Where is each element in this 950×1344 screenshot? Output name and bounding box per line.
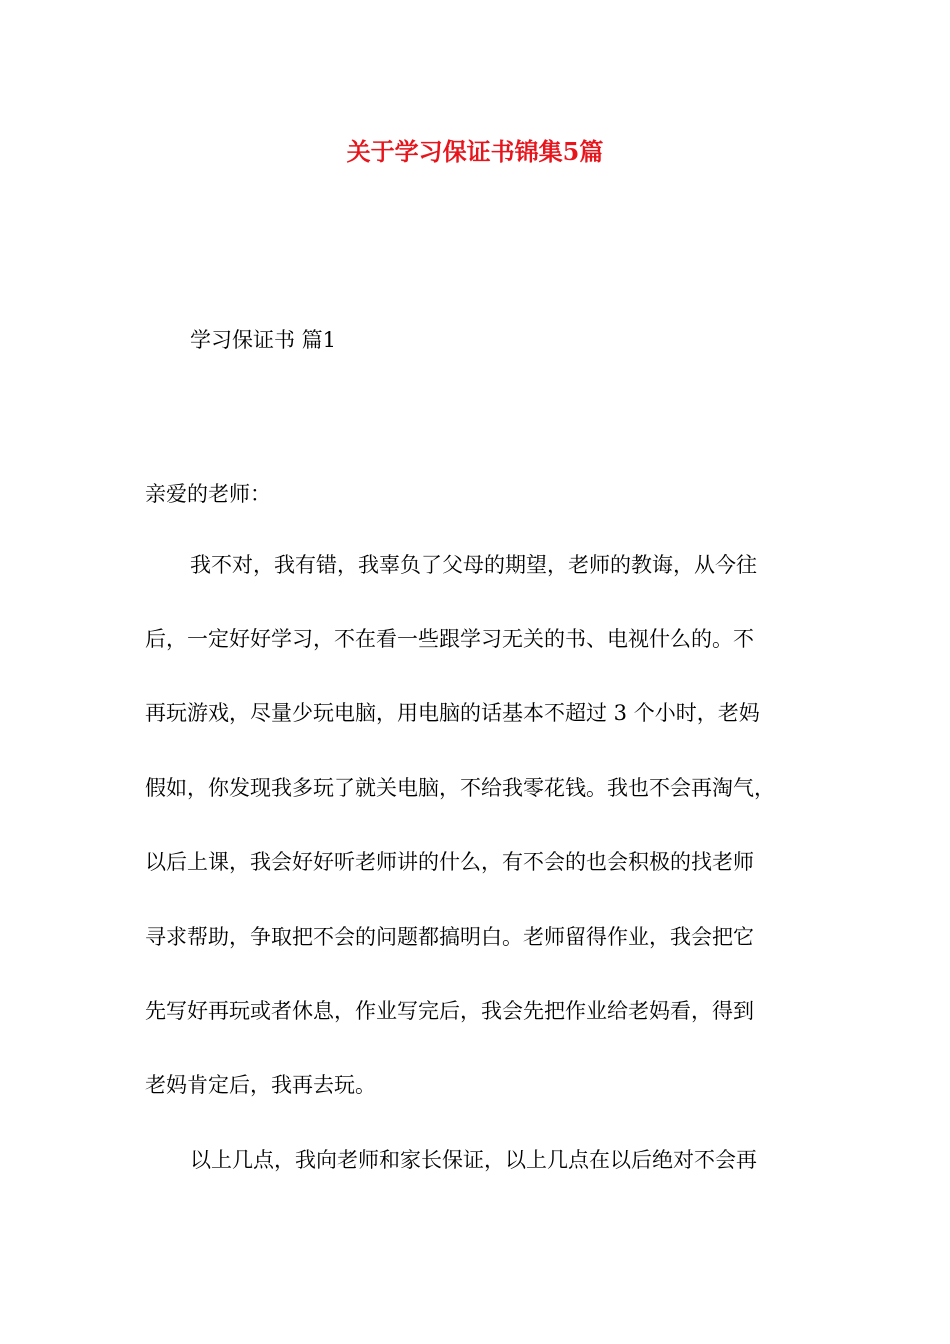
paragraph-line: 假如，你发现我多玩了就关电脑，不给我零花钱。我也不会再淘气， — [145, 776, 775, 800]
document-title: 关于学习保证书锦集5篇 — [346, 137, 604, 166]
paragraph-line: 寻求帮助，争取把不会的问题都搞明白。老师留得作业，我会把它 — [145, 925, 754, 949]
salutation: 亲爱的老师： — [145, 482, 271, 506]
paragraph-line: 先写好再玩或者休息，作业写完后，我会先把作业给老妈看，得到 — [145, 999, 754, 1023]
paragraph-line: 老妈肯定后，我再去玩。 — [145, 1073, 376, 1097]
section-heading: 学习保证书 篇1 — [190, 328, 337, 352]
paragraph-line: 后，一定好好学习，不在看一些跟学习无关的书、电视什么的。不 — [145, 627, 754, 651]
paragraph-line: 以后上课，我会好好听老师讲的什么，有不会的也会积极的找老师 — [145, 850, 754, 874]
paragraph-line: 再玩游戏，尽量少玩电脑，用电脑的话基本不超过 3 个小时，老妈 — [145, 701, 760, 725]
paragraph-line: 以上几点，我向老师和家长保证，以上几点在以后绝对不会再 — [190, 1148, 757, 1172]
paragraph-line: 我不对，我有错，我辜负了父母的期望，老师的教诲，从今往 — [190, 553, 757, 577]
